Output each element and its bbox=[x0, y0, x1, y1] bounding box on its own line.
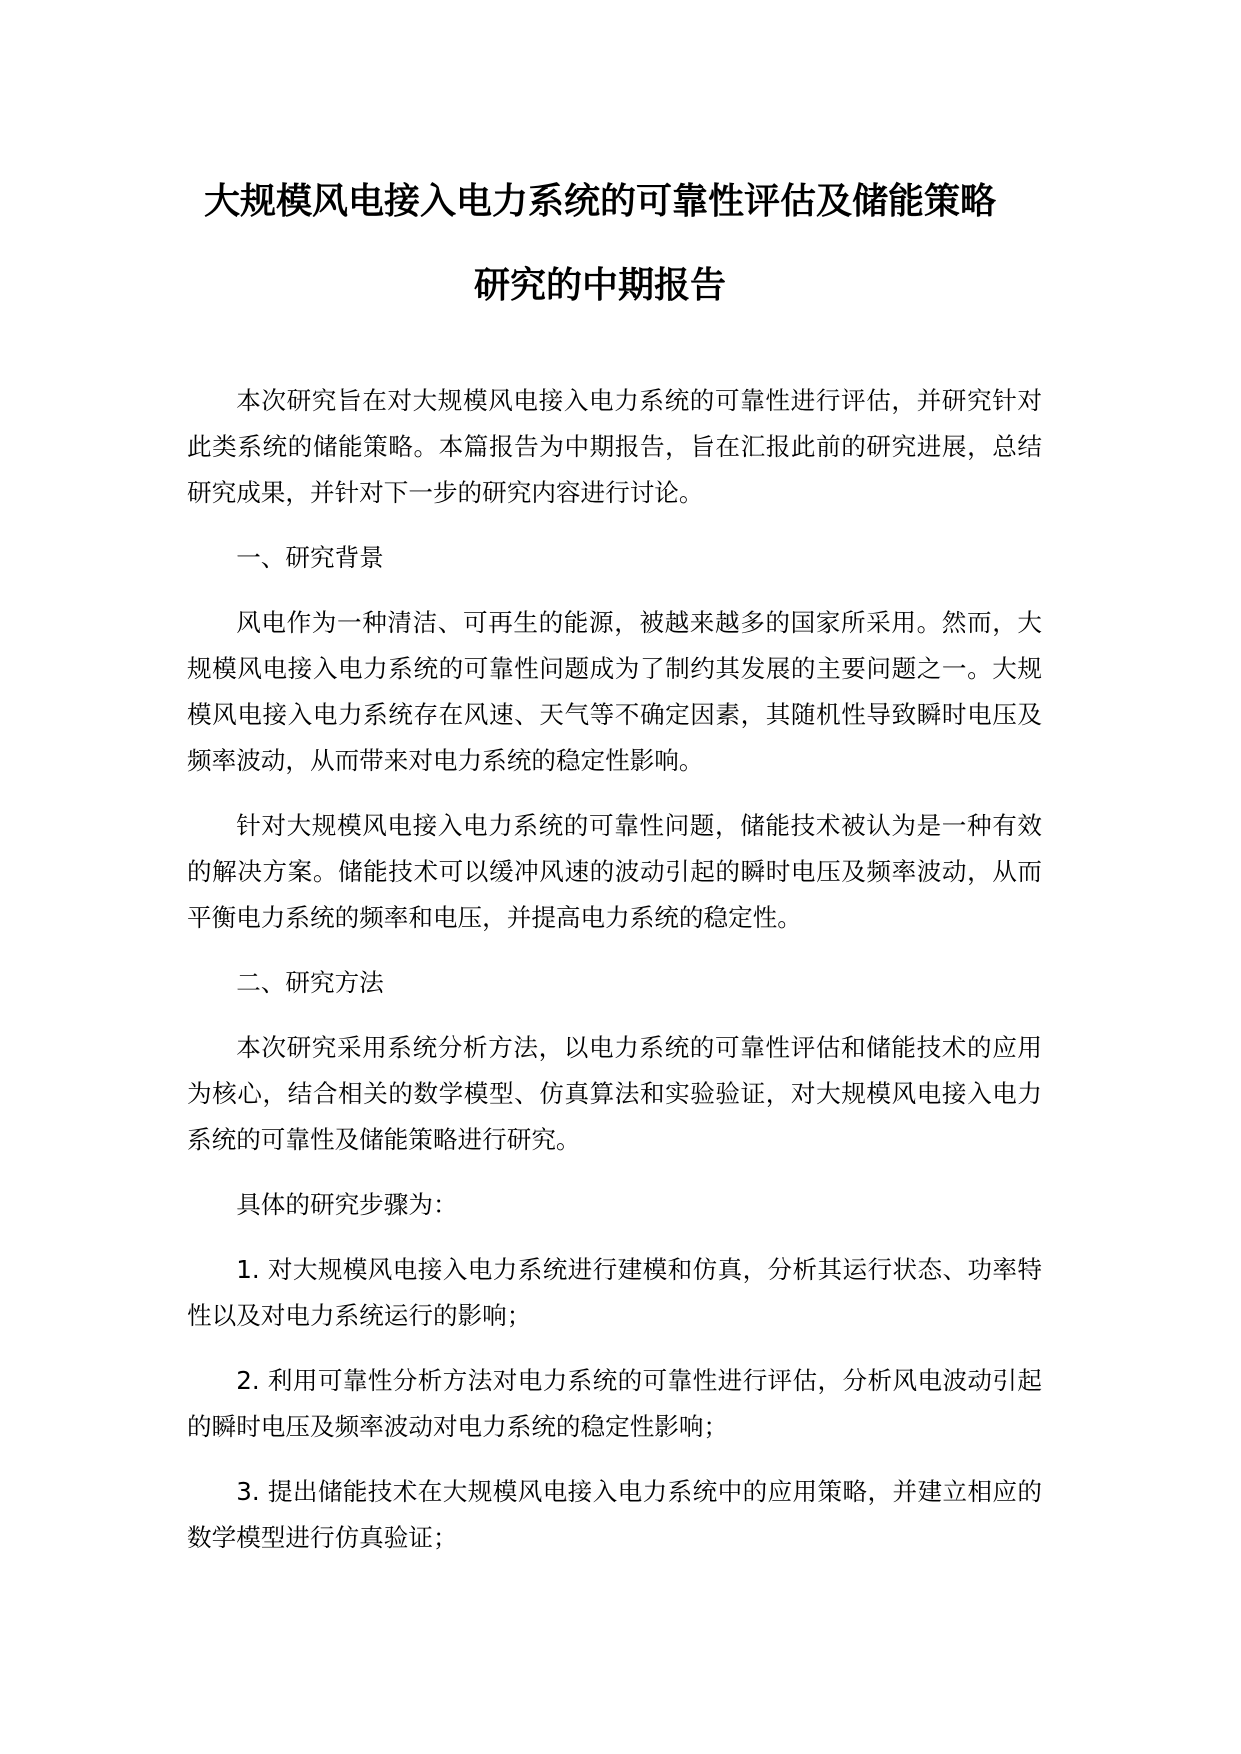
document-title-line-1: 大规模风电接入电力系统的可靠性评估及储能策略 bbox=[203, 181, 996, 222]
document-body bbox=[187, 378, 1042, 1580]
document-title-line-2: 研究的中期报告 bbox=[473, 265, 726, 306]
intro-paragraph: 本次研究旨在对大规模风电接入电力系统的可靠性进行评估，并研究针对此类系统的储能策略。本篇报告为中期报告，旨在汇报此前的研究进展，总结研究成果，并针对下一步的研究内容进行讨论。 bbox=[187, 386, 1042, 507]
background-paragraph-1: 风电作为一种清洁、可再生的能源，被越来越多的国家所采用。然而，大规模风电接入电力系统的可靠性问题成为了制约其发展的主要问题之一。大规模风电接入电力系统存在风速、天气等不确定因素，其随机性导致瞬时电压及频率波动，从而带来对电力系统的稳定性影响。 bbox=[187, 608, 1042, 775]
steps-intro: 具体的研究步骤为： bbox=[236, 1190, 458, 1219]
method-paragraph: 本次研究采用系统分析方法，以电力系统的可靠性评估和储能技术的应用为核心，结合相关的数学模型、仿真算法和实验验证，对大规模风电接入电力系统的可靠性及储能策略进行研究。 bbox=[187, 1033, 1042, 1154]
step-item-2: 2. 利用可靠性分析方法对电力系统的可靠性进行评估，分析风电波动引起的瞬时电压及频率波动对电力系统的稳定性影响； bbox=[187, 1366, 1042, 1441]
section-heading-method: 二、研究方法 bbox=[236, 968, 384, 997]
background-paragraph-2: 针对大规模风电接入电力系统的可靠性问题，储能技术被认为是一种有效的解决方案。储能技术可以缓冲风速的波动引起的瞬时电压及频率波动，从而平衡电力系统的频率和电压，并提高电力系统的稳定性。 bbox=[187, 811, 1042, 932]
section-heading-background: 一、研究背景 bbox=[236, 543, 384, 572]
step-item-3: 3. 提出储能技术在大规模风电接入电力系统中的应用策略，并建立相应的数学模型进行仿真验证； bbox=[187, 1477, 1042, 1552]
step-item-1: 1. 对大规模风电接入电力系统进行建模和仿真，分析其运行状态、功率特性以及对电力系统运行的影响； bbox=[187, 1255, 1042, 1330]
